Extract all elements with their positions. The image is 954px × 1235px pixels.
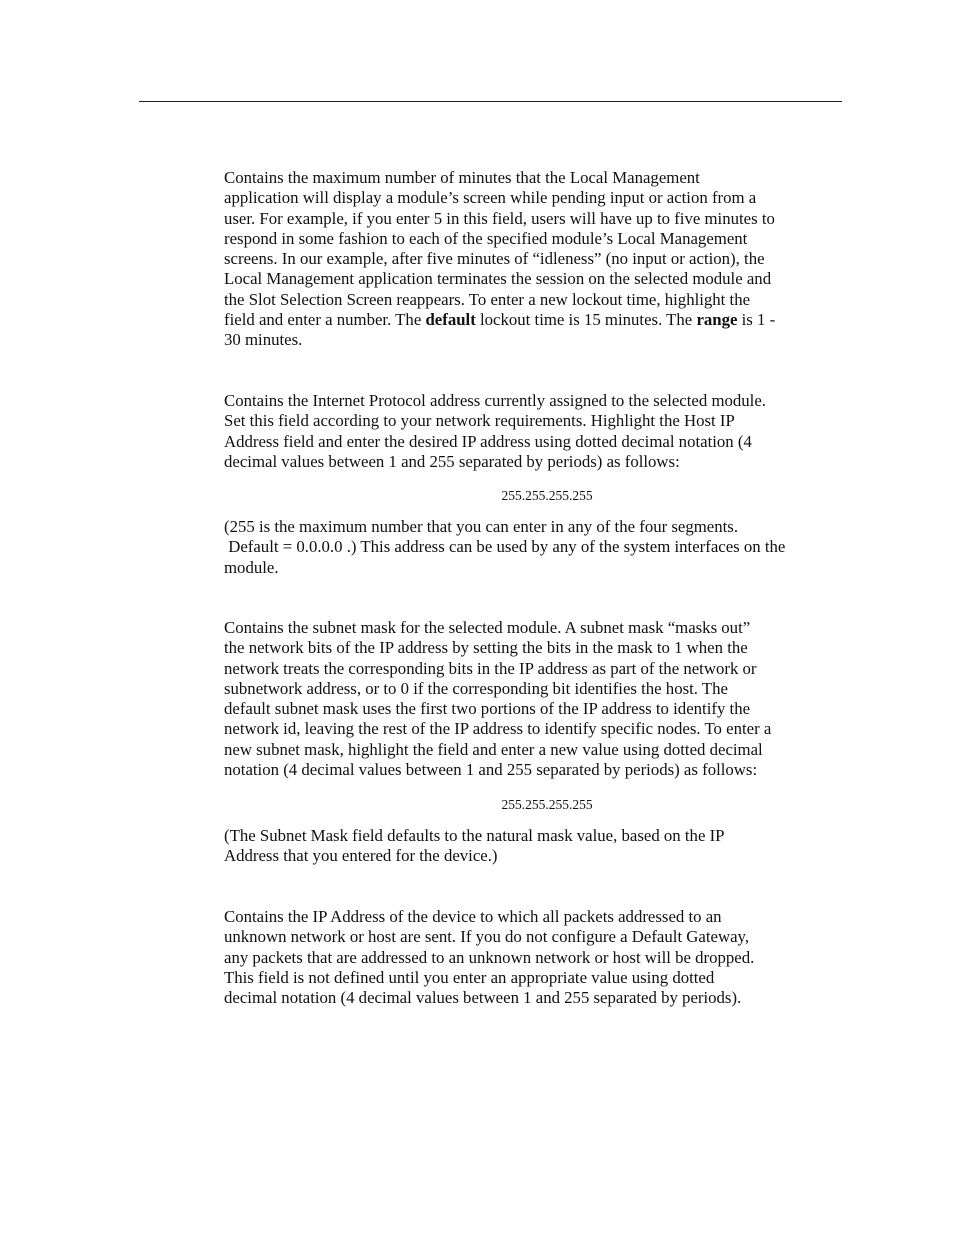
text-line: the Slot Selection Screen reappears. To enter a new lockout time, highlight the (224, 289, 751, 309)
text-line: This field is not defined until you enter an appropriate value using dotted (224, 967, 715, 987)
text-line: the network bits of the IP address by setting the bits in the mask to 1 when the (224, 638, 748, 658)
ip-address-example: 255.255.255.255 (501, 488, 593, 503)
text-line: Address field and enter the desired IP address using dotted decimal notation (4 (224, 431, 752, 451)
text-line: Contains the Internet Protocol address currently assigned to the selected module. (224, 391, 766, 410)
text-line: Default = 0.0.0.0 .) This address can be used by any of the system interfaces on the (224, 537, 786, 557)
lockout-description (224, 168, 842, 351)
bold-term-default: default (425, 310, 476, 330)
text-line: screens. In our example, after five minutes of “idleness” (no input or action), the (224, 249, 765, 269)
default-gateway-description (224, 907, 842, 1008)
text-fragment: field and enter a number. The (224, 310, 426, 330)
subnet-mask-note (224, 826, 842, 867)
text-line: new subnet mask, highlight the field and enter a new value using dotted decimal (224, 739, 763, 759)
text-line: unknown network or host are sent. If you do not configure a Default Gateway, (224, 927, 750, 947)
text-line: Local Management application terminates the session on the selected module and (224, 269, 772, 289)
subnet-mask-description (224, 618, 842, 780)
ip-address-description (224, 391, 842, 472)
subnet-mask-example: 255.255.255.255 (501, 797, 593, 812)
text-fragment: is 1 - (737, 310, 776, 330)
text-line: notation (4 decimal values between 1 and 255 separated by periods) as follows: (224, 760, 758, 780)
text-line: decimal notation (4 decimal values between 1 and 255 separated by periods). (224, 988, 742, 1008)
text-line: Contains the subnet mask for the selected module. A subnet mask “masks out” (224, 618, 751, 637)
text-line: application will display a module’s screen while pending input or action from a (224, 188, 757, 208)
text-line: network id, leaving the rest of the IP address to identify specific nodes. To enter a (224, 719, 772, 739)
text-line: decimal values between 1 and 255 separated by periods) as follows: (224, 451, 680, 471)
text-line: module. (224, 557, 279, 577)
text-line: default subnet mask uses the first two portions of the IP address to identify the (224, 699, 751, 719)
ip-address-note (224, 517, 842, 578)
text-line: Contains the maximum number of minutes that the Local Management (224, 168, 700, 187)
text-line: (255 is the maximum number that you can enter in any of the four segments. (224, 517, 739, 536)
text-line: Address that you entered for the device.) (224, 846, 498, 866)
text-line: Contains the IP Address of the device to which all packets addressed to an (224, 907, 722, 926)
text-line: subnetwork address, or to 0 if the corresponding bit identifies the host. The (224, 678, 728, 698)
text-line: user. For example, if you enter 5 in this field, users will have up to five minutes to (224, 208, 775, 228)
header-rule (139, 101, 842, 102)
text-line: any packets that are addressed to an unknown network or host will be dropped. (224, 947, 755, 967)
text-fragment: lockout time is 15 minutes. The (475, 310, 697, 330)
text-line: respond in some fashion to each of the specified module’s Local Management (224, 228, 748, 248)
text-line: 30 minutes. (224, 330, 303, 350)
text-line: Set this field according to your network requirements. Highlight the Host IP (224, 411, 735, 431)
text-line: network treats the corresponding bits in the IP address as part of the network or (224, 658, 757, 678)
bold-term-range: range (696, 310, 738, 330)
text-line: (The Subnet Mask field defaults to the natural mask value, based on the IP (224, 826, 725, 845)
